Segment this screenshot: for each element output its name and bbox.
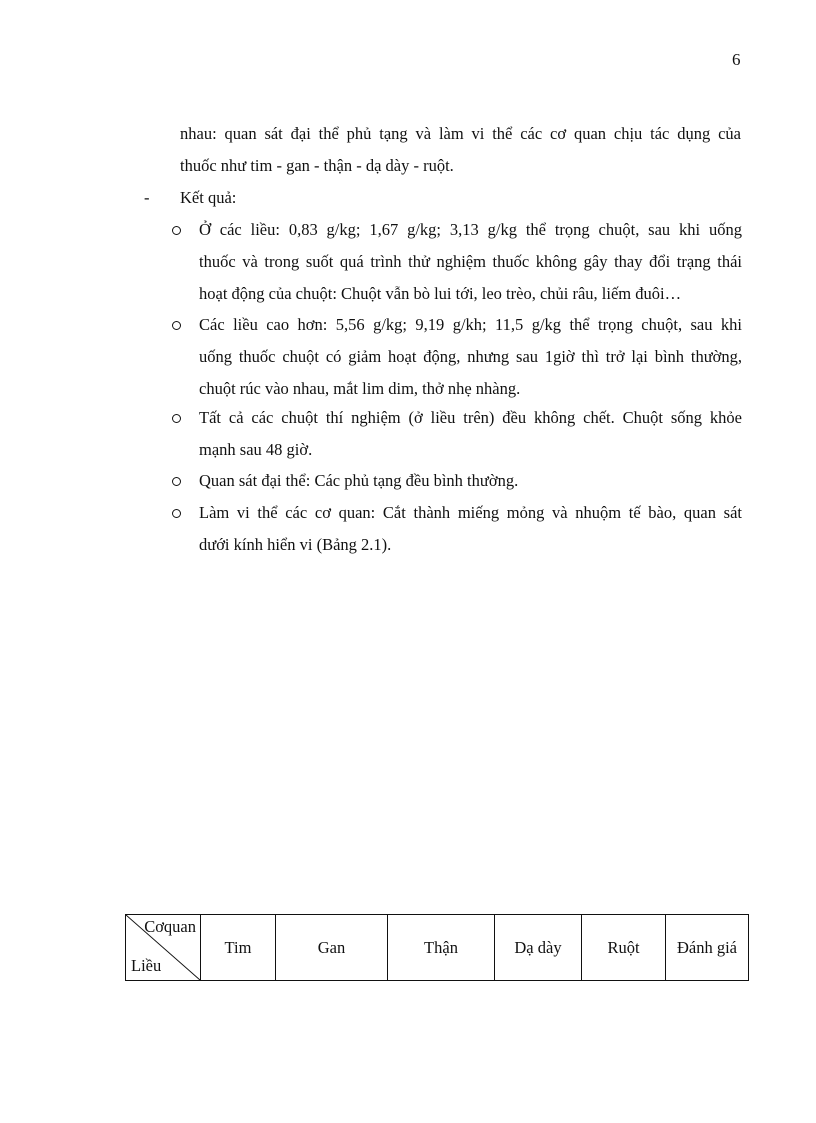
table-header-row [126,915,749,981]
organ-table [125,914,749,981]
table-header-cell: Thận [388,915,495,981]
circle-bullet-icon [172,321,181,330]
results-heading [144,182,236,214]
paragraph-line: nhau: quan sát đại thể phủ tạng và làm vi thể các cơ quan chịu tác dụng của [180,124,741,143]
table-header-cell: Tim [201,915,276,981]
table-header-cell: Đánh giá [666,915,749,981]
table-header-cell: Gan [276,915,388,981]
bullet-item [172,214,742,310]
table-header-cell: Dạ dày [495,915,582,981]
circle-bullet-icon [172,226,181,235]
bullet-line: dưới kính hiển vi (Bảng 2.1). [199,535,392,554]
bullet-line: hoạt động của chuột: Chuột vẫn bò lui tới, leo trèo, chủi râu, liếm đuôi… [199,284,682,303]
results-heading-text: Kết quả: [180,188,237,207]
circle-bullet-icon [172,414,181,423]
table-header-cell: Ruột [582,915,666,981]
bullet-line: mạnh sau 48 giờ. [199,440,313,459]
bullet-line: Tất cả các chuột thí nghiệm (ở liều trên) đều không chết. Chuột sống khỏe [199,408,742,427]
bullet-line: Làm vi thể các cơ quan: Cắt thành miếng mỏng và nhuộm tế bào, quan sát [199,503,742,522]
bullet-item [172,402,742,466]
bullet-line: Quan sát đại thể: Các phủ tạng đều bình thường. [199,471,519,490]
bullet-item [172,465,742,497]
diagonal-header-cell [126,915,201,981]
bullet-line: chuột rúc vào nhau, mắt lim dim, thở nhẹ nhàng. [199,379,521,398]
bullet-line: Các liều cao hơn: 5,56 g/kg; 9,19 g/kh; 11,5 g/kg thể trọng chuột, sau khi [199,315,742,334]
continuation-paragraph [180,118,741,182]
paragraph-line: thuốc như tim - gan - thận - dạ dày - ruột. [180,156,454,175]
circle-bullet-icon [172,509,181,518]
bullet-line: uống thuốc chuột có giảm hoạt động, nhưng sau 1giờ thì trở lại bình thường, [199,347,742,366]
circle-bullet-icon [172,477,181,486]
dose-axis-label: Liều [131,956,162,975]
organ-axis-label: Cơquan [144,917,196,936]
bullet-item [172,309,742,405]
bullet-line: thuốc và trong suốt quá trình thử nghiệm thuốc không gây thay đổi trạng thái [199,252,742,271]
bullet-line: Ở các liều: 0,83 g/kg; 1,67 g/kg; 3,13 g/kg thể trọng chuột, sau khi uống [199,220,742,239]
page-number: 6 [732,50,741,69]
bullet-item [172,497,742,561]
dash-marker: - [144,188,150,207]
